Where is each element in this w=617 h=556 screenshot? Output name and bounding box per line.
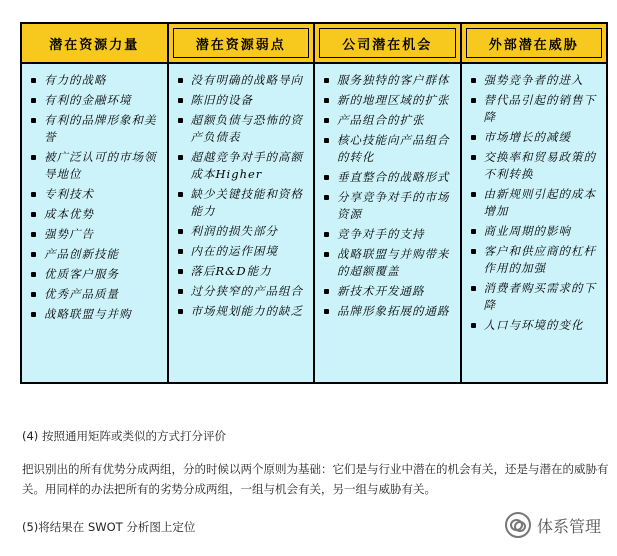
list-item: 竞争对手的支持 [324,226,454,243]
list-item: 有利的品牌形象和美誉 [31,112,161,146]
list-item: 垂直整合的战略形式 [324,169,454,186]
list-item: 落后R&D能力 [178,263,308,280]
header-threats: 外部潜在威胁 [462,24,607,62]
wechat-icon [505,512,531,538]
list-item: 优秀产品质量 [31,286,161,303]
watermark [505,512,601,538]
list-item: 服务独特的客户群体 [324,72,454,89]
list-item: 强势广告 [31,226,161,243]
list-item: 消费者购买需求的下降 [471,280,601,314]
list-item: 被广泛认可的市场领导地位 [31,149,161,183]
swot-table [20,22,608,384]
threats-list [471,72,601,334]
list-item: 战略联盟与并购 [31,306,161,323]
header-strengths: 潜在资源力量 [22,24,167,62]
list-item: 缺少关键技能和资格能力 [178,186,308,220]
step5-heading: (5)将结果在 SWOT 分析图上定位 [22,520,196,534]
weaknesses-list [178,72,308,320]
list-item: 人口与环境的变化 [471,317,601,334]
list-item: 成本优势 [31,206,161,223]
list-item: 核心技能向产品组合的转化 [324,132,454,166]
list-item: 分享竞争对手的市场资源 [324,189,454,223]
list-item: 战略联盟与并购带来的超额覆盖 [324,246,454,280]
strengths-list [31,72,161,323]
list-item: 陈旧的设备 [178,92,308,109]
opportunities-cell [315,64,460,382]
weaknesses-cell [169,64,314,382]
list-item: 优质客户服务 [31,266,161,283]
list-item: 新技术开发通路 [324,283,454,300]
list-item: 强势竞争者的进入 [471,72,601,89]
list-item: 品牌形象拓展的通路 [324,303,454,320]
list-item: 利润的损失部分 [178,223,308,240]
list-item: 市场规划能力的缺乏 [178,303,308,320]
header-opportunities: 公司潜在机会 [315,24,460,62]
list-item: 由新规则引起的成本增加 [471,186,601,220]
list-item: 新的地理区域的扩张 [324,92,454,109]
list-item: 超越竞争对手的高额成本Higher [178,149,308,183]
list-item: 商业周期的影响 [471,223,601,240]
header-weaknesses: 潜在资源弱点 [169,24,314,62]
list-item: 专利技术 [31,186,161,203]
list-item: 有力的战略 [31,72,161,89]
list-item: 交换率和贸易政策的不利转换 [471,149,601,183]
threats-cell [462,64,607,382]
list-item: 没有明确的战略导向 [178,72,308,89]
list-item: 客户和供应商的杠杆作用的加强 [471,243,601,277]
watermark-text: 体系管理 [536,516,601,536]
list-item: 有利的金融环境 [31,92,161,109]
list-item: 超额负债与恐怖的资产负债表 [178,112,308,146]
list-item: 市场增长的减缓 [471,129,601,146]
list-item: 产品组合的扩张 [324,112,454,129]
list-item: 内在的运作困境 [178,243,308,260]
step4-paragraph: 把识别出的所有优势分成两组，分的时候以两个原则为基础：它们是与行业中潜在的机会有关，还是与潜在的威胁有关。用同样的办法把所有的劣势分成两组，一组与机会有关，另一组与威胁有关。 [22,462,609,496]
step4-heading: (4) 按照通用矩阵或类似的方式打分评价 [22,429,226,443]
list-item: 产品创新技能 [31,246,161,263]
list-item: 替代品引起的销售下降 [471,92,601,126]
strengths-cell [22,64,167,382]
list-item: 过分狭窄的产品组合 [178,283,308,300]
opportunities-list [324,72,454,320]
